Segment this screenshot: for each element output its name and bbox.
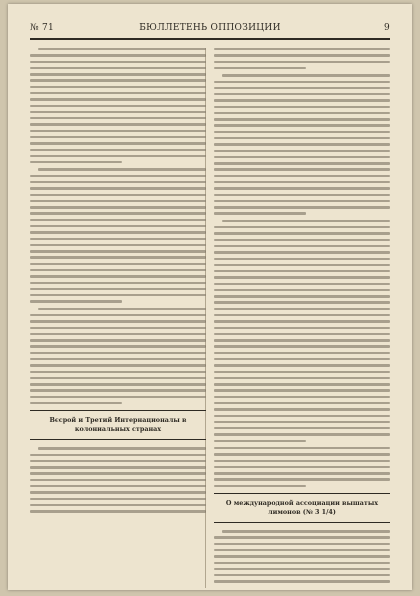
article-paragraph xyxy=(214,530,390,583)
article-paragraph xyxy=(30,308,206,405)
article-paragraph xyxy=(214,48,390,69)
running-header xyxy=(30,22,390,40)
publication-title: БЮЛЛЕТЕНЬ ОППОЗИЦИИ xyxy=(139,23,281,33)
left-column xyxy=(30,48,206,518)
right-column xyxy=(214,48,390,588)
article-paragraph xyxy=(214,74,390,215)
issue-number: № 71 xyxy=(30,23,55,33)
newspaper-page xyxy=(8,4,412,590)
article-paragraph xyxy=(30,168,206,302)
section-heading: О международной ассоциации вышатых лимонов (№ 3 1/4) xyxy=(225,499,379,517)
section-heading-box xyxy=(30,410,206,440)
article-paragraph xyxy=(214,447,390,487)
section-heading: Вєсрой и Третий Интернационалы в колониальных странах xyxy=(49,416,187,434)
section-heading-box xyxy=(214,493,390,523)
article-paragraph xyxy=(30,48,206,163)
article-paragraph xyxy=(30,447,206,512)
article-paragraph xyxy=(214,220,390,442)
page-number: 9 xyxy=(383,23,390,33)
